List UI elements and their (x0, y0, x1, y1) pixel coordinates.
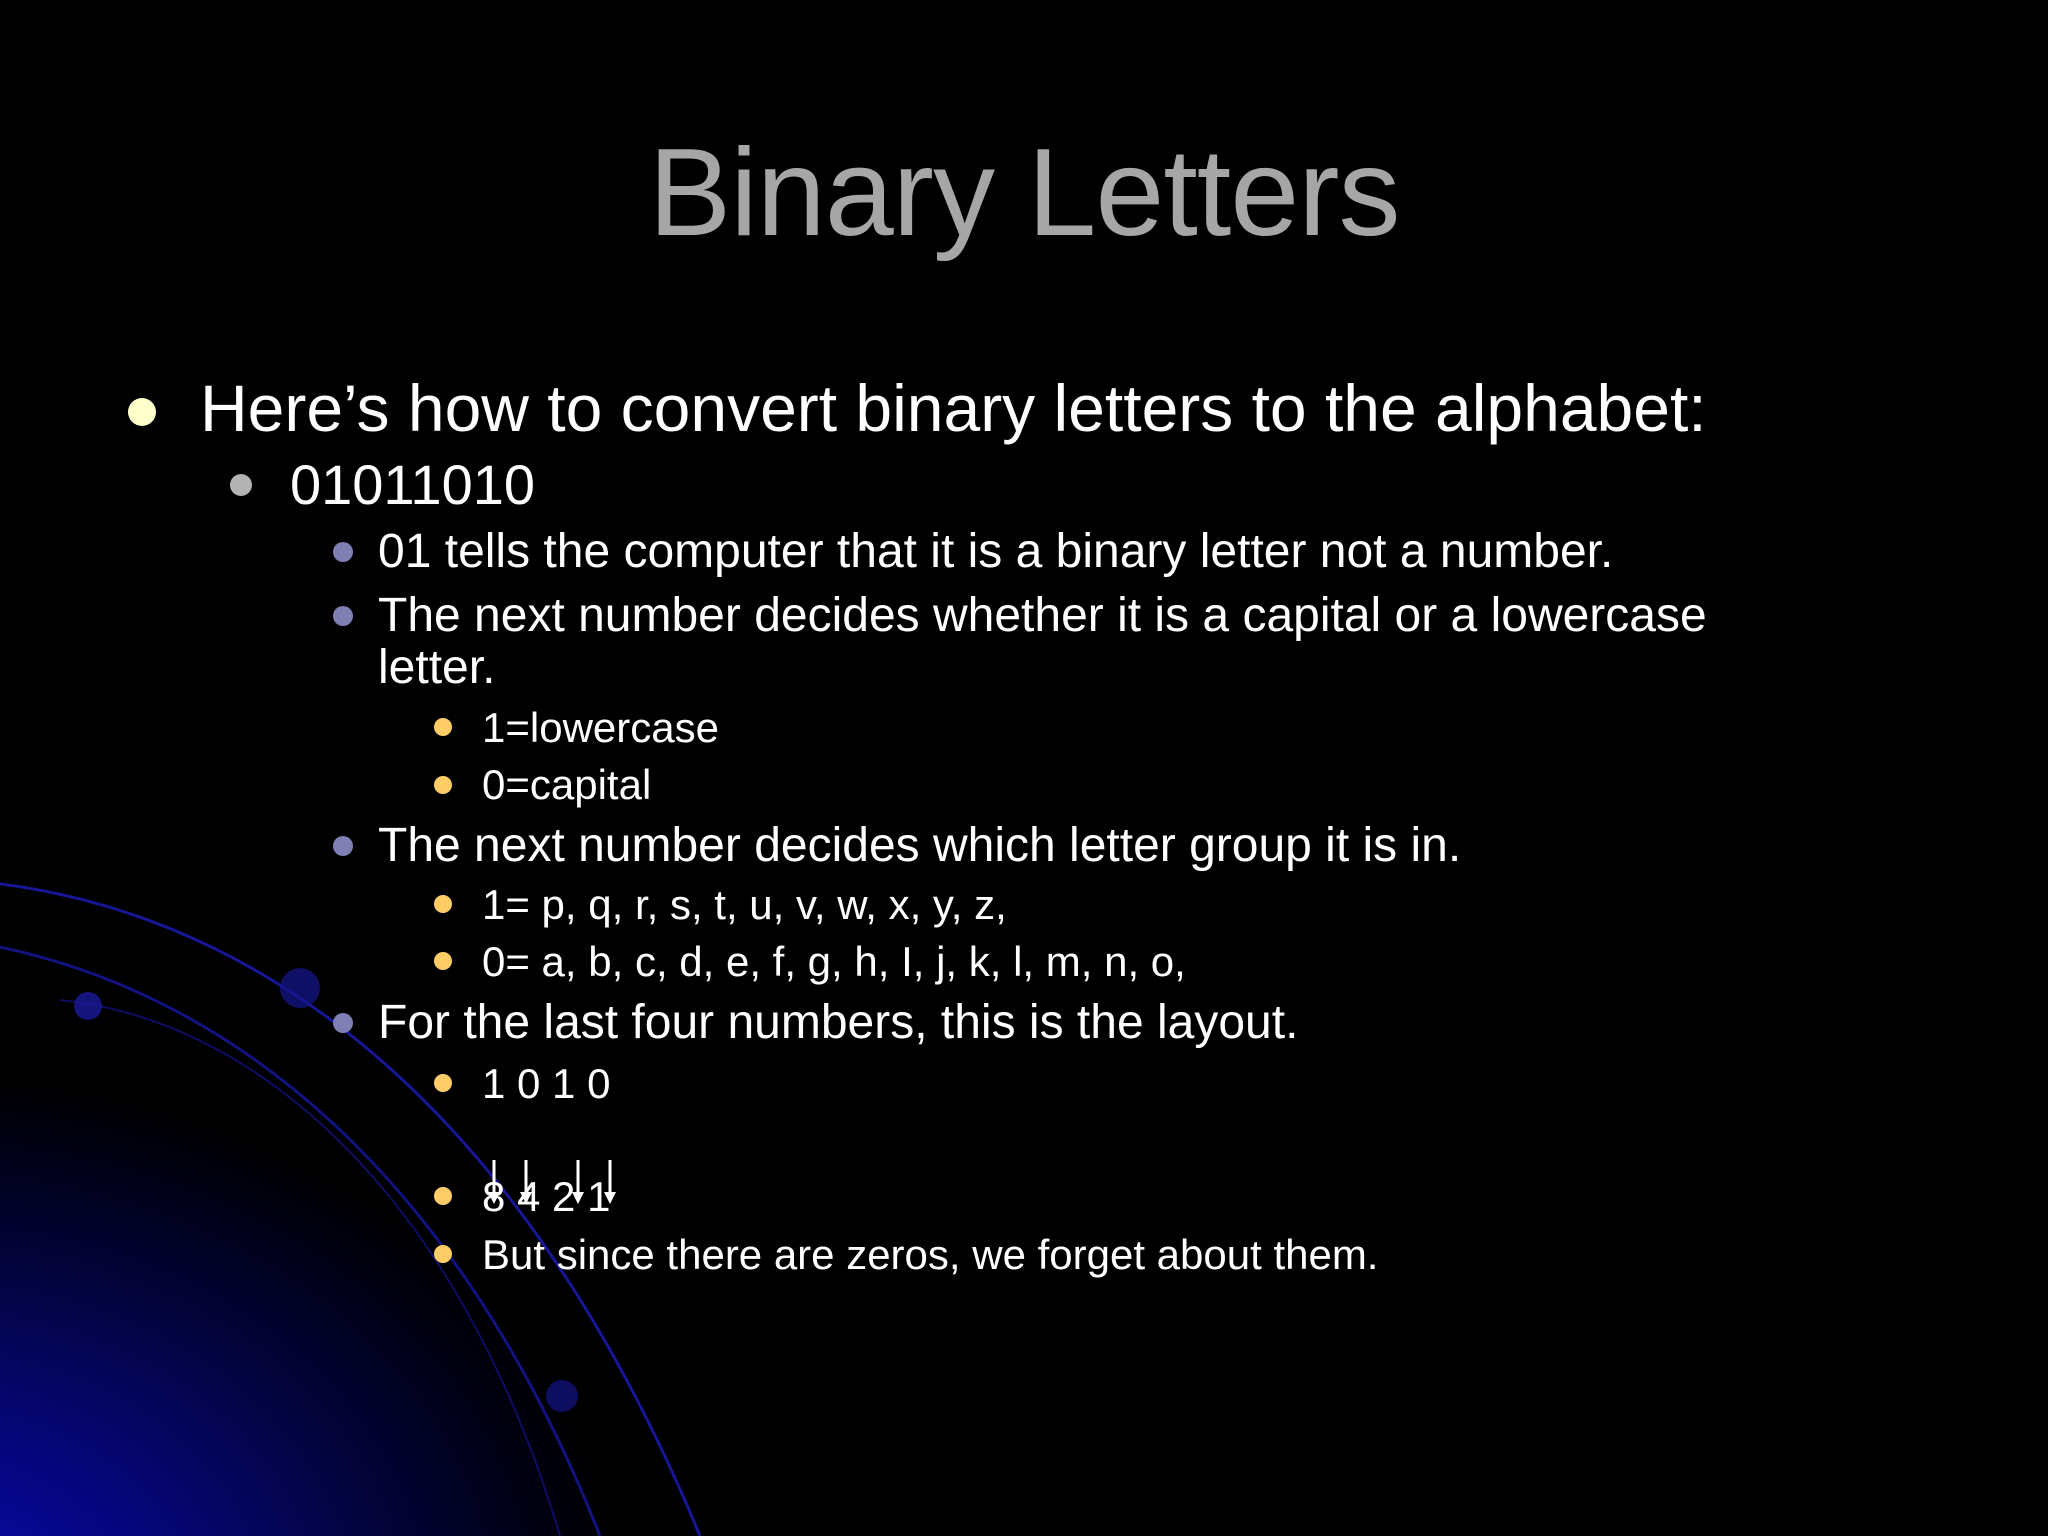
bullet-dot-l4 (434, 895, 452, 913)
bits-example: 1 0 1 0 (482, 1060, 611, 1107)
group-one-letters: 1= p, q, r, s, t, u, v, w, x, y, z, (482, 881, 1007, 928)
layout-point: For the last four numbers, this is the layout. (378, 996, 1299, 1049)
prefix-point: 01 tells the computer that it is a binary letter not a number. (378, 525, 1614, 578)
capital-rule: 0=capital (482, 761, 652, 808)
bullet-dot-l4 (434, 1245, 452, 1263)
bullet-dot-l1 (128, 398, 156, 426)
example-code: 01011010 (290, 453, 535, 516)
case-point-line1: The next number decides whether it is a capital or a lowercase (378, 589, 1707, 642)
place-values: 8 4 2 1 (482, 1173, 611, 1220)
group-zero-letters: 0= a, b, c, d, e, f, g, h, I, j, k, l, m, n, o, (482, 938, 1186, 985)
slide-title: Binary Letters (648, 124, 1400, 262)
case-point-line2: letter. (378, 641, 496, 694)
bullet-dot-l3 (333, 542, 353, 562)
bullet-dot-l4 (434, 718, 452, 736)
bullet-dot-l3 (333, 606, 353, 626)
bullet-dot-l3 (333, 1013, 353, 1033)
bullet-dot-l4 (434, 1187, 452, 1205)
zeros-note: But since there are zeros, we forget about them. (482, 1231, 1379, 1278)
bullet-dot-l4 (434, 1074, 452, 1092)
bullet-dot-l4 (434, 776, 452, 794)
group-point: The next number decides which letter group it is in. (378, 819, 1462, 872)
bullet-dot-l2 (230, 474, 252, 496)
bullet-dot-l4 (434, 952, 452, 970)
bullet-dot-l3 (333, 836, 353, 856)
intro-bullet: Here’s how to convert binary letters to the alphabet: (200, 371, 1707, 445)
lowercase-rule: 1=lowercase (482, 704, 719, 751)
